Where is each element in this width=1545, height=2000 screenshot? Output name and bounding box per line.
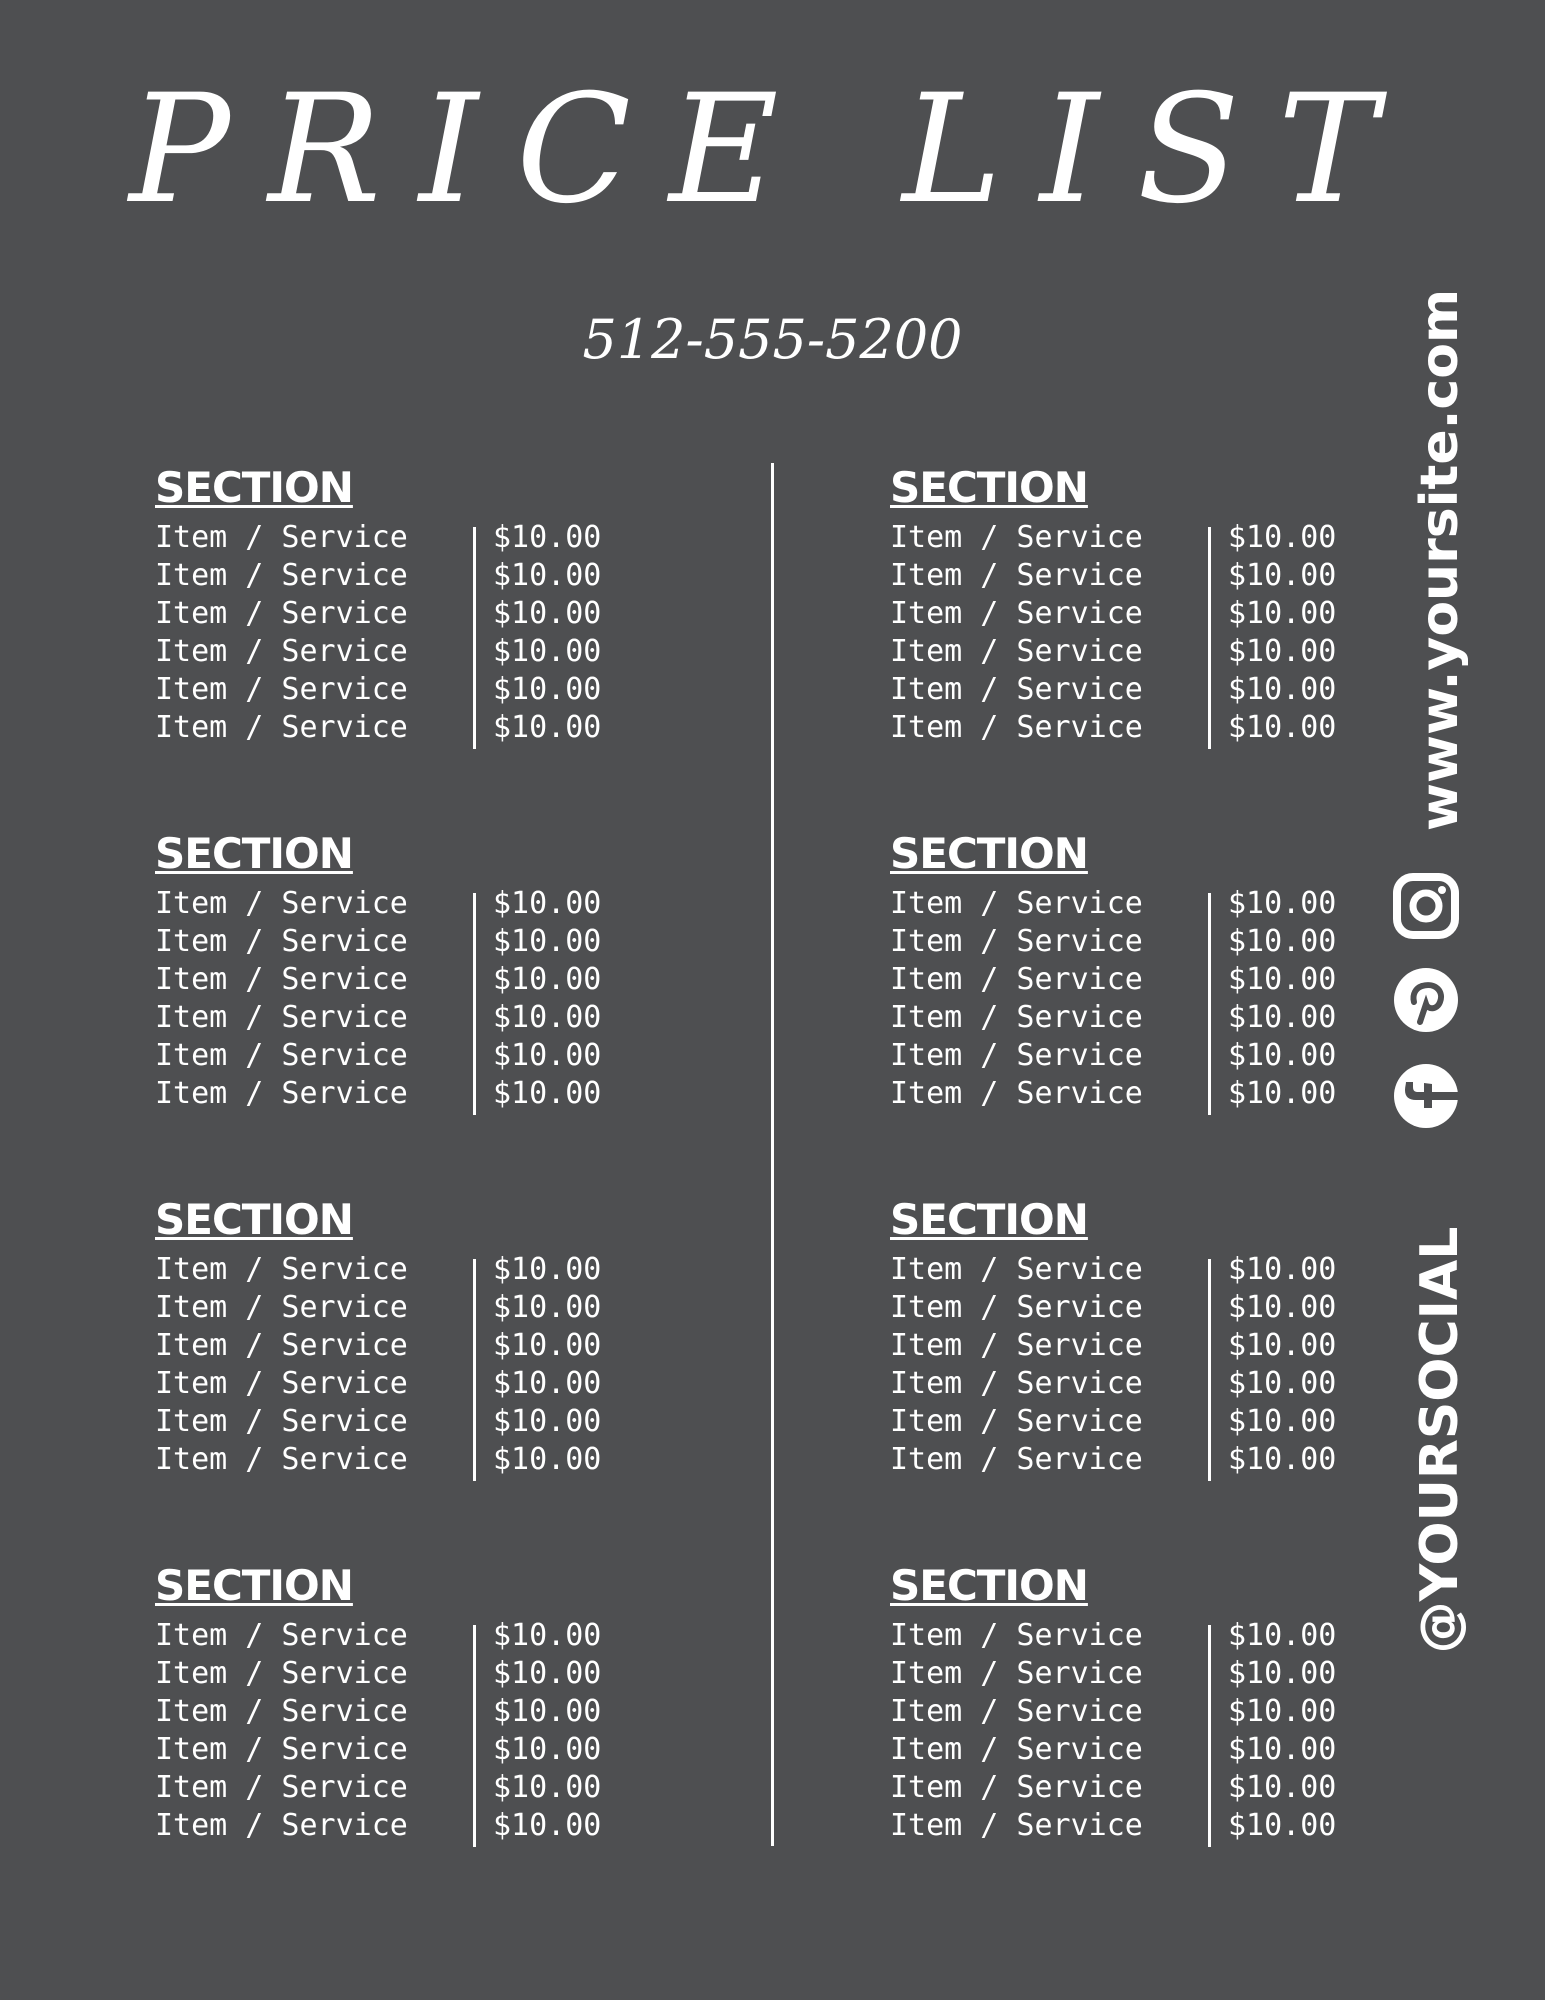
item-price: $10.00 [1228, 1252, 1337, 1287]
item-name: Item / Service [890, 710, 1143, 745]
item-price: $10.00 [493, 962, 602, 997]
item-name: Item / Service [155, 1656, 408, 1691]
item-price: $10.00 [493, 596, 602, 631]
list-item [890, 923, 1450, 961]
item-price: $10.00 [493, 1076, 602, 1111]
item-name: Item / Service [890, 1656, 1143, 1691]
list-item [155, 1365, 715, 1403]
item-name: Item / Service [155, 558, 408, 593]
item-name: Item / Service [155, 1038, 408, 1073]
list-item [890, 1365, 1450, 1403]
price-section [155, 1195, 715, 1479]
item-name: Item / Service [890, 1808, 1143, 1843]
item-price: $10.00 [1228, 1656, 1337, 1691]
item-price: $10.00 [493, 1694, 602, 1729]
list-item [155, 1655, 715, 1693]
list-item [155, 1617, 715, 1655]
item-name: Item / Service [890, 1770, 1143, 1805]
list-item [155, 671, 715, 709]
list-item [890, 885, 1450, 923]
list-item [890, 1327, 1450, 1365]
item-price: $10.00 [493, 1038, 602, 1073]
item-name: Item / Service [890, 672, 1143, 707]
item-price: $10.00 [1228, 1290, 1337, 1325]
item-price: $10.00 [493, 924, 602, 959]
phone-number: 512-555-5200 [582, 308, 963, 371]
list-item [890, 1075, 1450, 1113]
list-item [890, 709, 1450, 747]
item-name: Item / Service [890, 1618, 1143, 1653]
item-price: $10.00 [1228, 1076, 1337, 1111]
list-item [155, 999, 715, 1037]
website-label[interactable] [1390, 288, 1490, 832]
list-item [155, 557, 715, 595]
item-list [890, 885, 1450, 1113]
section-heading: SECTION [890, 1195, 1088, 1244]
item-list [890, 519, 1450, 747]
list-item [890, 1403, 1450, 1441]
item-name: Item / Service [890, 962, 1143, 997]
item-price: $10.00 [493, 1732, 602, 1767]
item-name: Item / Service [890, 1442, 1143, 1477]
list-item [155, 1289, 715, 1327]
item-price: $10.00 [493, 672, 602, 707]
item-name: Item / Service [890, 1732, 1143, 1767]
list-item [155, 1403, 715, 1441]
item-price: $10.00 [1228, 1000, 1337, 1035]
item-price: $10.00 [493, 558, 602, 593]
list-item [890, 1807, 1450, 1845]
item-price: $10.00 [493, 1442, 602, 1477]
list-item [890, 961, 1450, 999]
item-name: Item / Service [890, 1366, 1143, 1401]
item-name: Item / Service [155, 1252, 408, 1287]
item-list [155, 1251, 715, 1479]
list-item [155, 633, 715, 671]
item-name: Item / Service [155, 672, 408, 707]
item-price: $10.00 [493, 1618, 602, 1653]
item-name: Item / Service [155, 520, 408, 555]
item-name: Item / Service [890, 1694, 1143, 1729]
item-price: $10.00 [1228, 1732, 1337, 1767]
price-section [155, 463, 715, 747]
price-section [155, 829, 715, 1113]
item-price: $10.00 [1228, 596, 1337, 631]
item-name: Item / Service [155, 1290, 408, 1325]
item-list [155, 1617, 715, 1845]
item-name: Item / Service [155, 1770, 408, 1805]
list-item [155, 1807, 715, 1845]
list-item [155, 961, 715, 999]
list-item [155, 709, 715, 747]
list-item [890, 1251, 1450, 1289]
section-heading: SECTION [155, 1195, 353, 1244]
social-handle-text: @YOURSOCIAL [1410, 1226, 1470, 1654]
item-price: $10.00 [493, 634, 602, 669]
section-heading: SECTION [155, 829, 353, 878]
item-price: $10.00 [493, 1290, 602, 1325]
list-item [155, 595, 715, 633]
list-item [890, 1693, 1450, 1731]
item-price: $10.00 [493, 1808, 602, 1843]
list-item [155, 1731, 715, 1769]
item-name: Item / Service [155, 1618, 408, 1653]
list-item [890, 519, 1450, 557]
list-item [155, 1037, 715, 1075]
item-price: $10.00 [493, 1000, 602, 1035]
item-name: Item / Service [890, 1404, 1143, 1439]
item-name: Item / Service [890, 886, 1143, 921]
list-item [890, 1037, 1450, 1075]
item-name: Item / Service [155, 1404, 408, 1439]
list-item [890, 557, 1450, 595]
item-list [890, 1617, 1450, 1845]
item-name: Item / Service [155, 596, 408, 631]
item-price: $10.00 [1228, 710, 1337, 745]
list-item [890, 1731, 1450, 1769]
item-name: Item / Service [890, 1328, 1143, 1363]
price-section [890, 1561, 1450, 1845]
list-item [890, 1441, 1450, 1479]
item-price: $10.00 [1228, 1618, 1337, 1653]
section-heading: SECTION [890, 463, 1088, 512]
item-list [155, 885, 715, 1113]
item-price: $10.00 [1228, 1404, 1337, 1439]
item-price: $10.00 [1228, 924, 1337, 959]
item-price: $10.00 [493, 520, 602, 555]
item-name: Item / Service [155, 1328, 408, 1363]
item-name: Item / Service [155, 1442, 408, 1477]
section-heading: SECTION [890, 829, 1088, 878]
item-name: Item / Service [890, 634, 1143, 669]
item-name: Item / Service [890, 1290, 1143, 1325]
item-price: $10.00 [1228, 558, 1337, 593]
item-name: Item / Service [155, 1000, 408, 1035]
price-section [890, 829, 1450, 1113]
item-price: $10.00 [493, 1770, 602, 1805]
item-price: $10.00 [493, 886, 602, 921]
item-price: $10.00 [1228, 962, 1337, 997]
item-price: $10.00 [1228, 1328, 1337, 1363]
section-heading: SECTION [890, 1561, 1088, 1610]
item-price: $10.00 [1228, 1442, 1337, 1477]
item-name: Item / Service [155, 1732, 408, 1767]
item-name: Item / Service [155, 1366, 408, 1401]
item-price: $10.00 [493, 1656, 602, 1691]
item-price: $10.00 [493, 1252, 602, 1287]
list-item [155, 923, 715, 961]
item-list [890, 1251, 1450, 1479]
social-handle-label[interactable] [1390, 1226, 1490, 1654]
item-name: Item / Service [890, 1076, 1143, 1111]
list-item [155, 1769, 715, 1807]
price-section [890, 1195, 1450, 1479]
item-name: Item / Service [155, 886, 408, 921]
item-price: $10.00 [1228, 634, 1337, 669]
item-price: $10.00 [1228, 1038, 1337, 1073]
item-name: Item / Service [890, 520, 1143, 555]
item-price: $10.00 [1228, 1366, 1337, 1401]
item-name: Item / Service [890, 1000, 1143, 1035]
item-price: $10.00 [493, 710, 602, 745]
list-item [155, 519, 715, 557]
item-name: Item / Service [155, 710, 408, 745]
item-price: $10.00 [493, 1404, 602, 1439]
list-item [155, 1075, 715, 1113]
item-price: $10.00 [1228, 1770, 1337, 1805]
item-price: $10.00 [493, 1366, 602, 1401]
facebook-icon[interactable] [1392, 1062, 1460, 1130]
item-price: $10.00 [1228, 1808, 1337, 1843]
item-price: $10.00 [1228, 672, 1337, 707]
list-item [155, 1251, 715, 1289]
list-item [155, 1441, 715, 1479]
item-name: Item / Service [155, 962, 408, 997]
item-price: $10.00 [1228, 520, 1337, 555]
item-price: $10.00 [493, 1328, 602, 1363]
item-name: Item / Service [155, 1694, 408, 1729]
list-item [890, 1769, 1450, 1807]
item-name: Item / Service [890, 1038, 1143, 1073]
page-title: PRICE LIST [129, 63, 1416, 237]
section-heading: SECTION [155, 463, 353, 512]
item-price: $10.00 [1228, 886, 1337, 921]
item-name: Item / Service [155, 1076, 408, 1111]
item-name: Item / Service [890, 596, 1143, 631]
column-divider [771, 463, 774, 1846]
item-list [155, 519, 715, 747]
section-heading: SECTION [155, 1561, 353, 1610]
list-item [890, 1655, 1450, 1693]
price-section [155, 1561, 715, 1845]
list-item [155, 1693, 715, 1731]
item-name: Item / Service [155, 634, 408, 669]
list-item [890, 1289, 1450, 1327]
pinterest-icon[interactable] [1392, 966, 1460, 1034]
list-item [890, 595, 1450, 633]
item-name: Item / Service [155, 1808, 408, 1843]
instagram-icon[interactable] [1392, 872, 1460, 940]
item-name: Item / Service [890, 924, 1143, 959]
list-item [155, 885, 715, 923]
list-item [890, 633, 1450, 671]
item-name: Item / Service [155, 924, 408, 959]
price-section [890, 463, 1450, 747]
item-name: Item / Service [890, 1252, 1143, 1287]
item-name: Item / Service [890, 558, 1143, 593]
website-text: www.yoursite.com [1410, 288, 1470, 832]
item-price: $10.00 [1228, 1694, 1337, 1729]
list-item [890, 671, 1450, 709]
list-item [890, 1617, 1450, 1655]
list-item [155, 1327, 715, 1365]
list-item [890, 999, 1450, 1037]
